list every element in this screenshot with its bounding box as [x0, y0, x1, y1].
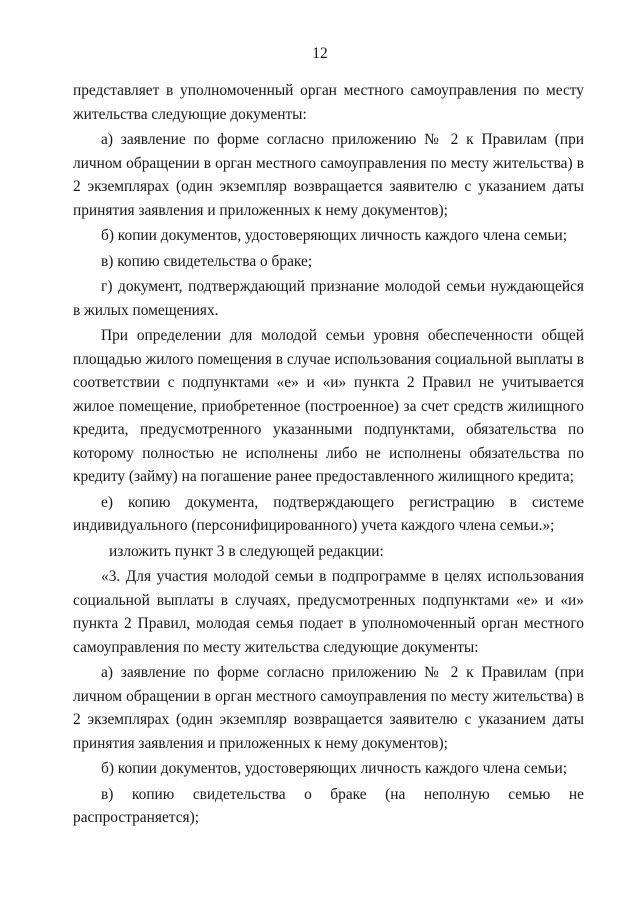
page-number: 12: [312, 45, 328, 62]
paragraph-amend-point-3: изложить пункт 3 в следующей редакции:: [109, 542, 384, 560]
paragraph-point-3: «3. Для участия молодой семьи в подпрограмме в целях использования социальной выплаты в случаях, предусмотренных подпунктами «е» и «и» пункта 2 Правил, молодая семья подает в уполномоченный орган местного самоуправления по месту жительства следующие документы:: [73, 568, 584, 656]
paragraph-item-v: в) копию свидетельства о браке;: [101, 252, 313, 270]
paragraph-continuation: представляет в уполномоченный орган местного самоуправления по месту жительства следующие документы:: [73, 82, 584, 123]
paragraph-point-3-item-b: б) копии документов, удостоверяющих личность каждого члена семьи;: [101, 760, 568, 777]
paragraph-item-e: е) копию документа, подтверждающего регистрацию в системе индивидуального (персонифицированного) учета каждого члена семьи.»;: [73, 493, 584, 534]
paragraph-item-a: а) заявление по форме согласно приложению № 2 к Правилам (при личном обращении в орган местного самоуправления по месту жительства) в 2 экземплярах (один экземпляр возвращается заявителю с указанием даты принятия заявления и приложенных к нему документов);: [73, 131, 584, 219]
paragraph-item-b: б) копии документов, удостоверяющих личность каждого члена семьи;: [101, 227, 568, 244]
document-body: [73, 79, 584, 832]
paragraph-item-g: г) документ, подтверждающий признание молодой семьи нуждающейся в жилых помещениях.: [73, 278, 584, 319]
paragraph-point-3-item-a: а) заявление по форме согласно приложению № 2 к Правилам (при личном обращении в орган местного самоуправления по месту жительства) в 2 экземплярах (один экземпляр возвращается заявителю с указанием даты принятия заявления и приложенных к нему документов);: [73, 664, 584, 752]
paragraph-point-3-item-v: в) копию свидетельства о браке (на неполную семью не распространяется);: [73, 785, 584, 826]
paragraph-housing-provision: При определении для молодой семьи уровня обеспеченности общей площадью жилого помещения в случае использования социальной выплаты в соответствии с подпунктами «е» и «и» пункта 2 Правил не учитывается жилое помещение, приобретенное (построенное) за счет средств жилищного кредита, предусмотренного указанными подпунктами, обязательства по которому полностью не исполнены либо не исполнены обязательства по кредиту (займу) на погашение ранее предоставленного жилищного кредита;: [73, 327, 584, 485]
